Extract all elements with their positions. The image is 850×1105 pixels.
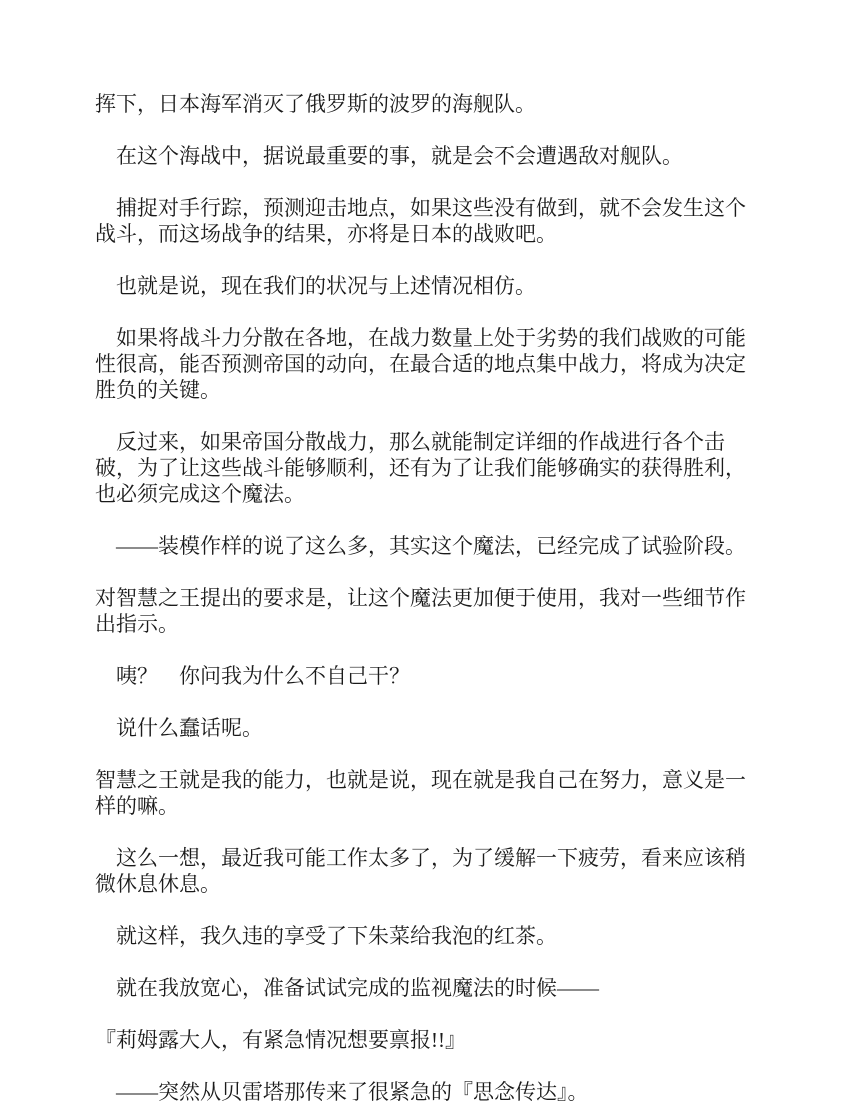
paragraph: 说什么蠢话呢。	[116, 716, 263, 740]
paragraph: 『莉姆露大人，有紧急情况想要禀报!!』	[95, 1028, 466, 1052]
paragraph: ——装模作样的说了这么多，其实这个魔法，已经完成了试验阶段。	[116, 534, 746, 558]
text-body	[95, 91, 755, 1105]
paragraph: 挥下，日本海军消灭了俄罗斯的波罗的海舰队。	[95, 92, 536, 116]
paragraph: 就在我放宽心，准备试试完成的监视魔法的时候——	[116, 976, 599, 1000]
paragraph: 如果将战斗力分散在各地，在战力数量上处于劣势的我们战败的可能性很高，能否预测帝国的动向，在最合适的地点集中战力，将成为决定胜负的关键。	[95, 326, 746, 402]
paragraph: 对智慧之王提出的要求是，让这个魔法更加便于使用，我对一些细节作出指示。	[95, 586, 746, 636]
paragraph: 也就是说，现在我们的状况与上述情况相仿。	[116, 274, 536, 298]
paragraph: 咦？ 你问我为什么不自己干？	[116, 664, 410, 688]
paragraph: ——突然从贝雷塔那传来了很紧急的『思念传达』。	[116, 1080, 589, 1104]
paragraph: 就这样，我久违的享受了下朱菜给我泡的红茶。	[116, 924, 557, 948]
paragraph: 捕捉对手行踪，预测迎击地点，如果这些没有做到，就不会发生这个战斗，而这场战争的结果，亦将是日本的战败吧。	[95, 196, 746, 246]
paragraph: 这么一想，最近我可能工作太多了，为了缓解一下疲劳，看来应该稍微休息休息。	[95, 846, 746, 896]
paragraph: 反过来，如果帝国分散战力，那么就能制定详细的作战进行各个击破，为了让这些战斗能够顺利，还有为了让我们能够确实的获得胜利，也必须完成这个魔法。	[95, 430, 746, 506]
paragraph: 在这个海战中，据说最重要的事，就是会不会遭遇敌对舰队。	[116, 144, 683, 168]
paragraph: 智慧之王就是我的能力，也就是说，现在就是我自己在努力，意义是一样的嘛。	[95, 768, 746, 818]
